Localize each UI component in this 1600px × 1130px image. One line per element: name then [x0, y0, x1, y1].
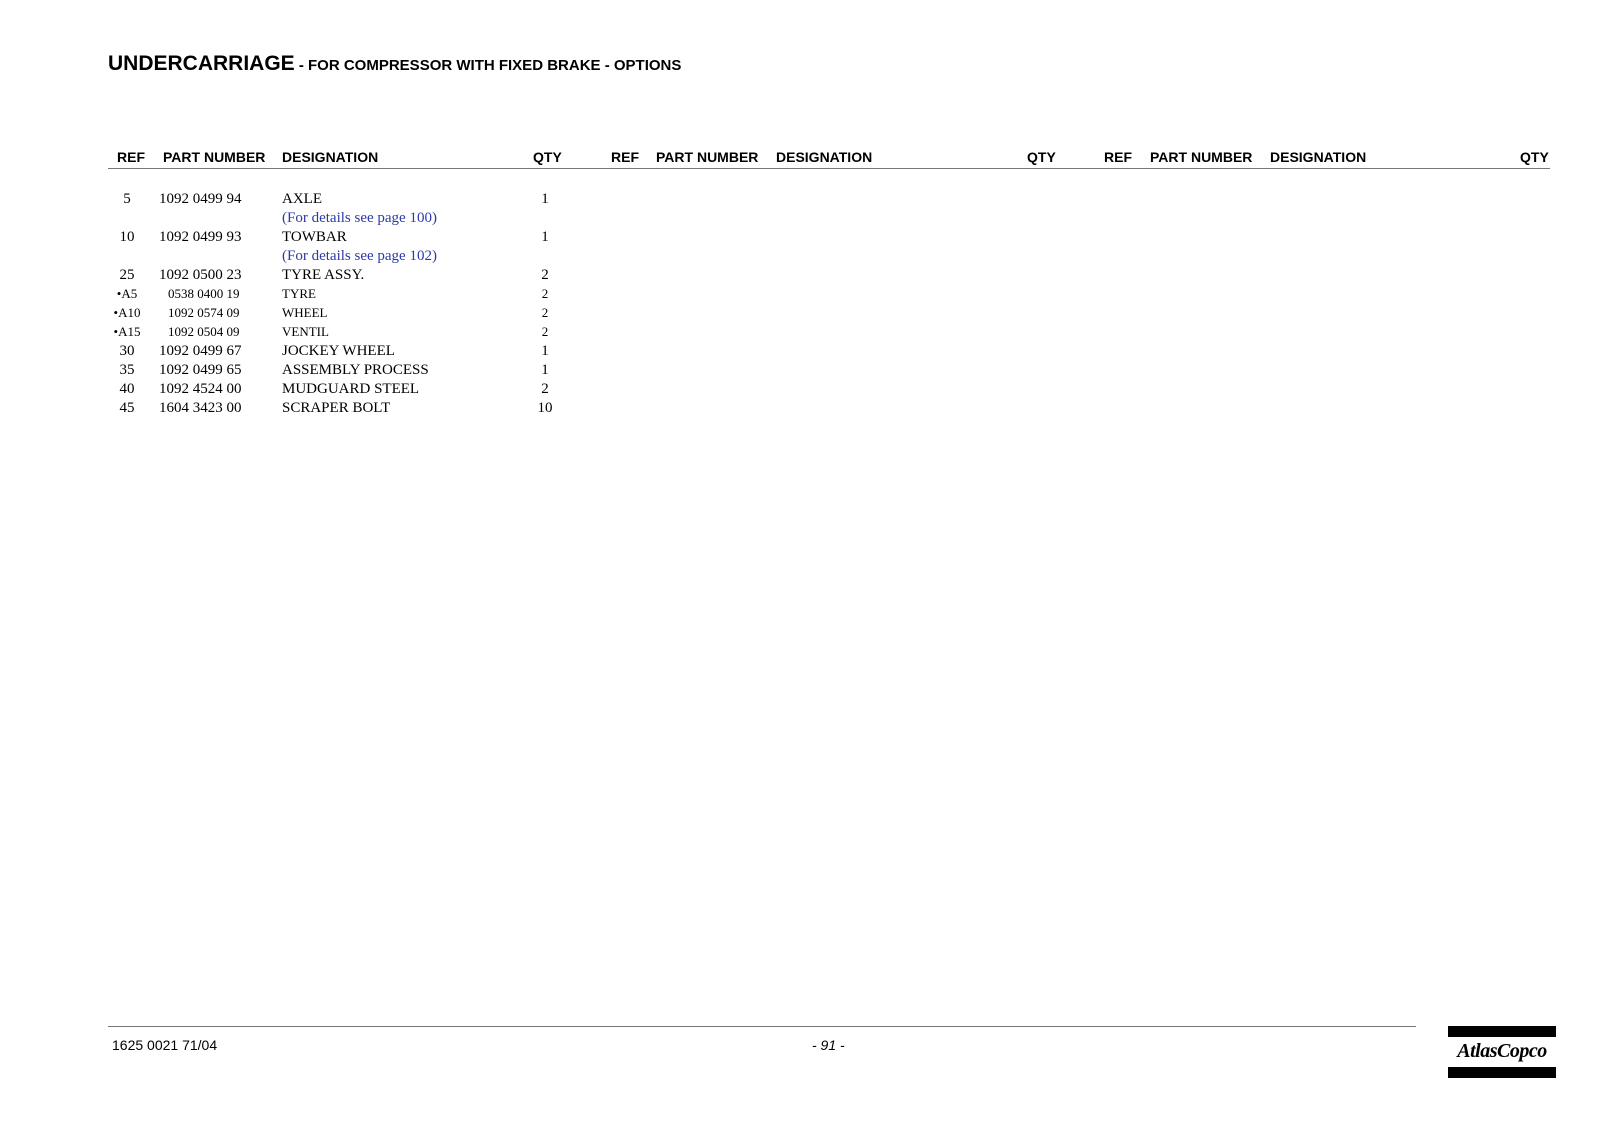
- header-part-number: PART NUMBER: [1150, 149, 1253, 165]
- designation-cell: TYRE ASSY.: [282, 267, 365, 283]
- qty-cell: 2: [541, 305, 549, 320]
- qty-cell: 2: [541, 267, 549, 283]
- qty-cell: 1: [541, 191, 549, 207]
- title-main: UNDERCARRIAGE: [108, 52, 295, 75]
- qty-cell: 10: [537, 400, 553, 416]
- header-ref: REF: [1104, 149, 1132, 165]
- header-ref: REF: [117, 149, 145, 165]
- ref-cell: 30: [119, 343, 135, 359]
- part-number-cell: 1092 0504 09: [168, 324, 240, 339]
- part-number-cell: 1604 3423 00: [159, 400, 242, 416]
- details-link[interactable]: (For details see page 102): [282, 248, 437, 264]
- title-subtitle: - FOR COMPRESSOR WITH FIXED BRAKE - OPTIONS: [294, 57, 682, 74]
- designation-cell: TOWBAR: [282, 229, 347, 245]
- designation-cell: AXLE: [282, 191, 322, 207]
- part-number-cell: 1092 0499 67: [159, 343, 242, 359]
- ref-cell: 40: [119, 381, 135, 397]
- ref-cell: •A5: [116, 286, 138, 301]
- designation-cell: JOCKEY WHEEL: [282, 343, 395, 359]
- designation-cell: TYRE: [282, 286, 316, 301]
- page-number: - 91 -: [812, 1037, 845, 1053]
- designation-cell: SCRAPER BOLT: [282, 400, 391, 416]
- ref-cell: 25: [119, 267, 135, 283]
- header-qty: QTY: [1027, 149, 1056, 165]
- qty-cell: 2: [541, 381, 549, 397]
- qty-cell: 2: [541, 324, 549, 339]
- header-divider: [108, 168, 1550, 169]
- part-number-cell: 1092 0499 94: [159, 191, 242, 207]
- header-ref: REF: [611, 149, 639, 165]
- part-number-cell: 1092 4524 00: [159, 381, 242, 397]
- ref-cell: 5: [123, 191, 131, 207]
- qty-cell: 1: [541, 343, 549, 359]
- designation-cell: ASSEMBLY PROCESS: [282, 362, 429, 378]
- part-number-cell: 1092 0500 23: [159, 267, 242, 283]
- header-part-number: PART NUMBER: [163, 149, 266, 165]
- designation-cell: VENTIL: [282, 324, 329, 339]
- atlas-copco-logo: [1448, 1026, 1556, 1078]
- qty-cell: 2: [541, 286, 549, 301]
- part-number-cell: 0538 0400 19: [168, 286, 240, 301]
- header-designation: DESIGNATION: [1270, 149, 1367, 165]
- ref-cell: 35: [119, 362, 135, 378]
- designation-cell: MUDGUARD STEEL: [282, 381, 420, 397]
- header-qty: QTY: [1520, 149, 1549, 165]
- details-link[interactable]: (For details see page 100): [282, 210, 437, 226]
- qty-cell: 1: [541, 362, 549, 378]
- header-part-number: PART NUMBER: [656, 149, 759, 165]
- header-designation: DESIGNATION: [776, 149, 873, 165]
- part-number-cell: 1092 0499 93: [159, 229, 242, 245]
- logo-top-bar: [1448, 1026, 1556, 1037]
- header-designation: DESIGNATION: [282, 149, 379, 165]
- logo-wordmark: AtlasCopco: [1457, 1040, 1547, 1062]
- page-title: [108, 52, 681, 76]
- document-number: 1625 0021 71/04: [112, 1037, 218, 1053]
- part-number-cell: 1092 0574 09: [168, 305, 240, 320]
- ref-cell: 45: [119, 400, 135, 416]
- header-qty: QTY: [533, 149, 562, 165]
- footer-divider: [108, 1026, 1416, 1027]
- qty-cell: 1: [541, 229, 549, 245]
- ref-cell: •A10: [113, 305, 141, 320]
- ref-cell: 10: [119, 229, 135, 245]
- ref-cell: •A15: [113, 324, 141, 339]
- logo-bottom-bar: [1448, 1067, 1556, 1078]
- designation-cell: WHEEL: [282, 305, 328, 320]
- part-number-cell: 1092 0499 65: [159, 362, 242, 378]
